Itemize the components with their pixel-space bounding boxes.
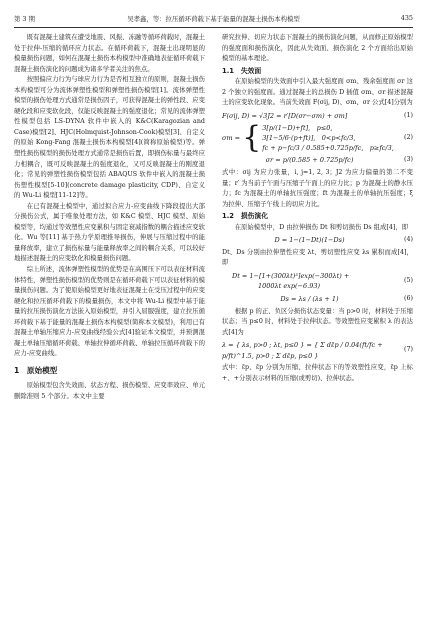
equation-3	[222, 155, 413, 166]
intro-paragraph-3: 在已有混凝土模型中，通过拟合应力-应变曲线下降段提出大部分损伤公式，属于唯象处理方法，如 K&C 模型、HJC 模型、原始模型等，均通过等效塑性应变累积与固定衰减指数的耦合描述应变软化。Wu 等[11] 基于热力学原理推导损伤，伸展与压缩过程中的能量释放率，建立了损伤标量与能量释放率之间的耦合关系，可以较好地描述混凝土的应变软化和模量损伤问题。	[14, 202, 205, 263]
equation-6-number: (6)	[404, 295, 413, 303]
equation-6-explanation: 根据 p 的正、负区分损伤状态变量：当 p>0 时，材料处于压缩状态；当 p≤0 时，材料处于拉伸状态。等效塑性应变累积 λ 的表达式[4]为	[222, 307, 413, 336]
issue-label: 第 3 期	[14, 14, 35, 23]
equation-1-number: (1)	[404, 111, 413, 119]
right-column	[222, 33, 413, 384]
page-number: 435	[400, 14, 413, 22]
equation-2-lhs: σm =	[222, 134, 241, 143]
equation-5-line-1: Dt = 1−[1+(300λt)³]exp(−300λt) +	[232, 271, 350, 280]
equation-3-number: (3)	[404, 156, 413, 164]
intro-paragraph-4: 综上所述，流体弹塑性模型的优势是在高围压下可以表征材料流体特性，弹塑性损伤模型的优势则是在循环荷载下可以表征材料的模量损伤问题。为了使原始模型更好地表征混凝土在受压过程中的应变硬化和拉压循环荷载下的模量损伤，本文中将 Wu-Li 模型中基于能量的拉压损伤演化方法嵌入原始模型，并引入屈服强度，建立拉压循环荷载下基于能量的混凝土损伤本构模型(简称本文模型)，利用已有混凝土单轴压缩应力-应变曲线经验公式[4]验证本文模型，并预测混凝土单轴压缩循环荷载、单轴拉伸循环荷载、单轴拉压循环荷载下的应力-应变曲线。	[14, 266, 205, 358]
section-1-paragraph: 原始模型包含失效面、状态方程、损伤模型、应变率效应、单元删除准则 5 个部分。本文中主要	[14, 381, 205, 400]
subsection-1-2-paragraph: 在原始模型中，D 由拉伸损伤 Dt 和剪切损伤 Ds 组成[4]，即	[234, 223, 409, 231]
subsection-1-2-title: 1.2 损伤演化	[222, 212, 269, 221]
equation-7-body: λ = { λs, p>0 ; λt, p≤0 } = { Σ dε̄p / 0.04(ft/fc + p/ft)^1.5, p>0 ; Σ dε̄p, p≤0 }	[222, 341, 383, 360]
equation-2-cases	[262, 123, 394, 153]
equation-1-body: F(σij, D) = √3J2 ≈ r′[D(σr−σm) + σm]	[222, 111, 348, 120]
equation-5-number: (5)	[404, 277, 413, 285]
equation-6	[222, 294, 413, 305]
equation-6-body: Ds = λs / (λs + 1)	[280, 295, 339, 304]
equation-explanation: 式中：σij 为应力张量，i, j=1, 2, 3；J2 为应力偏量的第二不变量；r′ 为当前子午面与压缩子午面上的应力比；p 为混凝土的静水压力；fc 为混凝土的单轴抗压强度；ft 为混凝土的单轴抗压强度；ξ 为拉伸、压缩子午线上的切应力比。	[222, 168, 413, 208]
equation-4	[222, 235, 413, 246]
equation-5	[222, 271, 413, 292]
equation-4-number: (4)	[404, 236, 413, 244]
equation-3-body: σr = p/(0.585 + 0.725p/fc)	[265, 156, 354, 165]
equation-5-line-2: 1000λt exp(−6.93)	[258, 282, 321, 291]
page-header	[14, 11, 413, 25]
running-title: 吴孝鑫，等：拉压循环荷载下基于能量的混凝土损伤本构模型	[127, 14, 300, 23]
left-brace: {	[242, 120, 262, 156]
equation-4-explanation: Dt、Ds 分别由拉伸塑性应变 λt、剪切塑性应变 λs 累积而成[4]，即	[222, 248, 413, 267]
equation-7	[222, 340, 413, 361]
subsection-1-1-title: 1.1 失效面	[222, 66, 262, 75]
intro-paragraph-2: 按照偏应力行为与球应力行为是否相互独立的原则，混凝土损伤本构模型可分为流体弹塑性模型和弹塑性损伤模型[1]。流体弹塑性模型的损伤处理方式通常是损伤因子，可获得混凝土的弹性段、应变硬化段和应变软化段，仅能反映混凝土的强度退化；常见的流体弹塑性模型包括 LS-DYNA 软件中嵌入的 K&C(Karagozian and Case)模型[2]、HJC(Holmquist-Johnson-Cook)模型[3]、自定义的原始 Kong-Fang 混凝土损伤本构模型[4](简称原始模型)等。弹塑性损伤模型的损伤处理方式通常是损伤后置，即损伤标量与最终应力相耦合，既可反映混凝土的强度退化，又可反映混凝土的刚度退化；常见的弹塑性损伤模型包括 ABAQUS 软件中嵌入的混凝土损伤塑性模型[5-10](concrete damage plasticity, CDP)、自定义的 Wu-Li 模型[11-12]等。	[14, 76, 205, 200]
continuation-paragraph: 研究拉伸、切应力状态下混凝土的损伤演化问题，从而修正原始模型的强度面和损伤演化，因此从失效面、损伤演化 2 个方面给出原始模型的基本理论。	[222, 34, 413, 63]
equation-4-body: D = 1−(1−Dt)(1−Ds)	[274, 236, 345, 245]
equation-2-case-3: fc + p−fc/3 / 0.585+0.725p/fc, p≥fc/3,	[262, 144, 394, 153]
intro-paragraph-1: 既有混凝土建筑在遭受地震、风振、冻融等循环荷载时，混凝土处于拉伸-压缩的循环应力状态。在循环荷载下，混凝土出现明显的模量损伤问题，如何在混凝土损伤本构模型中准确地表征循环荷载下混凝土损伤演化的问题成为诸多学者关注的焦点。	[14, 34, 205, 73]
section-1-title: 1 原始模型	[14, 365, 58, 375]
equation-2-case-1: 3[p/(1−D)+ft], p≤0,	[262, 124, 333, 133]
equation-7-number: (7)	[404, 346, 413, 354]
equation-2-case-2: 3[1−5/6·(p+ft)], 0<p<fc/3,	[262, 134, 356, 143]
header-rule	[14, 27, 413, 28]
equation-2-number: (2)	[404, 134, 413, 142]
left-column	[14, 33, 205, 402]
subsection-1-1-paragraph: 在原始模型的失效面中引入最大强度面 σm、残余强度面 σr 这 2 个独立的强度面。通过混凝土的总损伤 D 插值 σm、σr 描述混凝土的应变软化现象。当前失效面 F(σij, D)、σm、σr 公式[4]分别为	[222, 78, 413, 107]
equation-2	[222, 120, 413, 156]
equation-7-explanation: 式中：ε̄p、ε̄p 分别为压缩、拉伸状态下的等效塑性应变，ε̄p 上标+、+分别表示材料的压缩(或剪切)、拉伸状态。	[222, 364, 413, 382]
